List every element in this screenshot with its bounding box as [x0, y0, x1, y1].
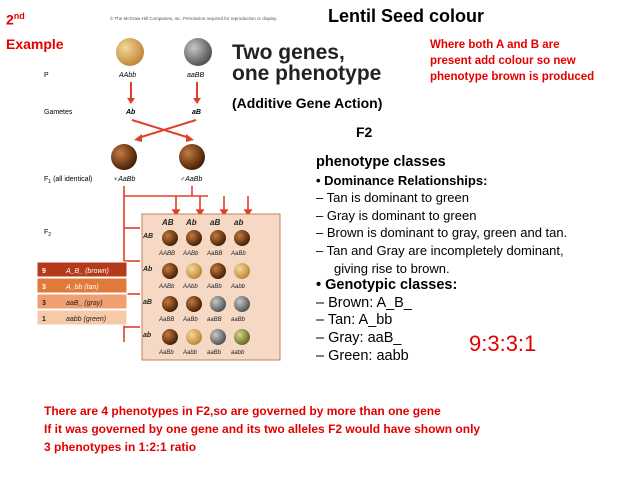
parent1-seed — [116, 38, 144, 66]
f2-genotype: AaBb — [159, 350, 174, 356]
legend-genotype: aaB_ (gray) — [66, 300, 103, 307]
f2-genotype: AaBb — [231, 251, 246, 257]
f2-genotype: AaBb — [183, 317, 198, 323]
f1-female-genotype: ♀AaBb — [113, 176, 136, 183]
f2-seed — [234, 230, 250, 246]
genotypic-item: – Brown: A_B_ — [316, 294, 412, 311]
f2-seed — [234, 329, 250, 345]
f1-label: $F_1$ (all identical) — [44, 176, 93, 185]
f2-seed — [210, 263, 226, 279]
note-text: Where both A and B are present add colour so new phenotype brown is produced — [430, 39, 595, 83]
legend-genotype: A_bb (tan) — [66, 284, 99, 291]
grid-row-header: AB — [143, 233, 154, 240]
f2-seed — [210, 329, 226, 345]
f1-female-arrow — [124, 186, 208, 196]
slide-title: Lentil Seed colour — [328, 6, 485, 26]
legend-genotype: A_B_ (brown) — [66, 268, 109, 275]
legend-count: 3 — [42, 284, 46, 291]
legend-count: 9 — [42, 268, 46, 275]
f2-seed — [186, 296, 202, 312]
f2-label: $F_2$ — [44, 229, 52, 238]
dominance-item-cont: giving rise to brown. — [334, 260, 450, 276]
legend-genotype: aabb (green) — [66, 316, 107, 323]
parent2-genotype: aaBB — [187, 72, 205, 79]
f2-genotype: aaBB — [207, 317, 222, 323]
f2-seed — [234, 263, 250, 279]
f2-genotype: AABB — [159, 251, 176, 257]
figure-heading: Two genes, one phenotype — [232, 41, 382, 85]
f2-genotype: Aabb — [231, 284, 246, 290]
f2-genotype: AABb — [159, 284, 175, 290]
genotypic-item: – Green: aabb — [316, 347, 409, 364]
f1-seed-male — [179, 144, 205, 170]
dominance-item: – Gray is dominant to green — [316, 207, 477, 223]
grid-col-header: ab — [234, 218, 244, 227]
f2-genotype: AaBB — [159, 317, 175, 323]
grid-col-header: AB — [162, 218, 174, 227]
grid-col-header: Ab — [186, 218, 197, 227]
gamete1: Ab — [126, 109, 136, 116]
f2-seed — [234, 296, 250, 312]
legend-count: 1 — [42, 316, 46, 323]
gamete2: aB — [192, 109, 201, 116]
phenotype-classes-heading: phenotype classes — [316, 154, 446, 170]
f2-seed — [186, 230, 202, 246]
genotypic-heading: • Genotypic classes: — [316, 277, 458, 294]
grid-row-header: ab — [143, 332, 152, 339]
parent2-seed — [184, 38, 212, 66]
parent1-genotype: AAbb — [119, 72, 137, 79]
p-label: P — [44, 72, 49, 79]
f2-genotype: AaBb — [207, 284, 222, 290]
f2-seed — [162, 329, 178, 345]
grid-row-header: aB — [143, 299, 152, 306]
f2-seed — [186, 263, 202, 279]
f2-seed — [186, 329, 202, 345]
dominance-item: – Brown is dominant to gray, green and tan. — [316, 225, 568, 241]
f2-genotype: AABb — [183, 251, 199, 257]
example-number: 2nd Example — [6, 11, 64, 52]
f2-seed — [162, 263, 178, 279]
f2-genotype: aaBb — [207, 350, 222, 356]
f1-seed-female — [111, 144, 137, 170]
f2-genotype: aaBb — [231, 317, 246, 323]
f2-genotype: AAbb — [183, 284, 198, 290]
genotypic-item: – Tan: A_bb — [316, 312, 393, 329]
genetic-cross-figure — [0, 0, 320, 390]
conclusion-text: There are 4 phenotypes in F2,so are governed by more than one gene If it was governed by one gene and its two alleles F2 would have shown only 3 phenotypes in 1:2:1 ratio — [44, 404, 481, 454]
genotypic-item: – Gray: aaB_ — [316, 329, 402, 346]
f1-male-genotype: ♂AaBb — [180, 176, 203, 183]
dominance-item: – Tan and Gray are incompletely dominant, — [316, 242, 564, 258]
ratio-label: 9:3:3:1 — [469, 331, 537, 356]
figure-copyright: © The McGraw-Hill Companies, Inc. Permission required for reproduction or display. — [110, 16, 278, 21]
f2-seed — [210, 230, 226, 246]
legend-count: 3 — [42, 300, 46, 307]
f2-seed — [210, 296, 226, 312]
f2-genotype: AaBB — [207, 251, 223, 257]
f2-genotype: aabb — [231, 350, 245, 356]
grid-col-header: aB — [210, 218, 221, 227]
f2-heading: F2 — [356, 124, 373, 140]
f2-genotype: Aabb — [183, 350, 198, 356]
f2-seed — [162, 230, 178, 246]
dominance-item: – Tan is dominant to green — [316, 190, 469, 206]
f2-seed — [162, 296, 178, 312]
additive-label: (Additive Gene Action) — [232, 95, 383, 111]
grid-row-header: Ab — [143, 266, 153, 273]
dominance-heading: • Dominance Relationships: — [316, 172, 488, 188]
gametes-label: Gametes — [44, 109, 73, 116]
